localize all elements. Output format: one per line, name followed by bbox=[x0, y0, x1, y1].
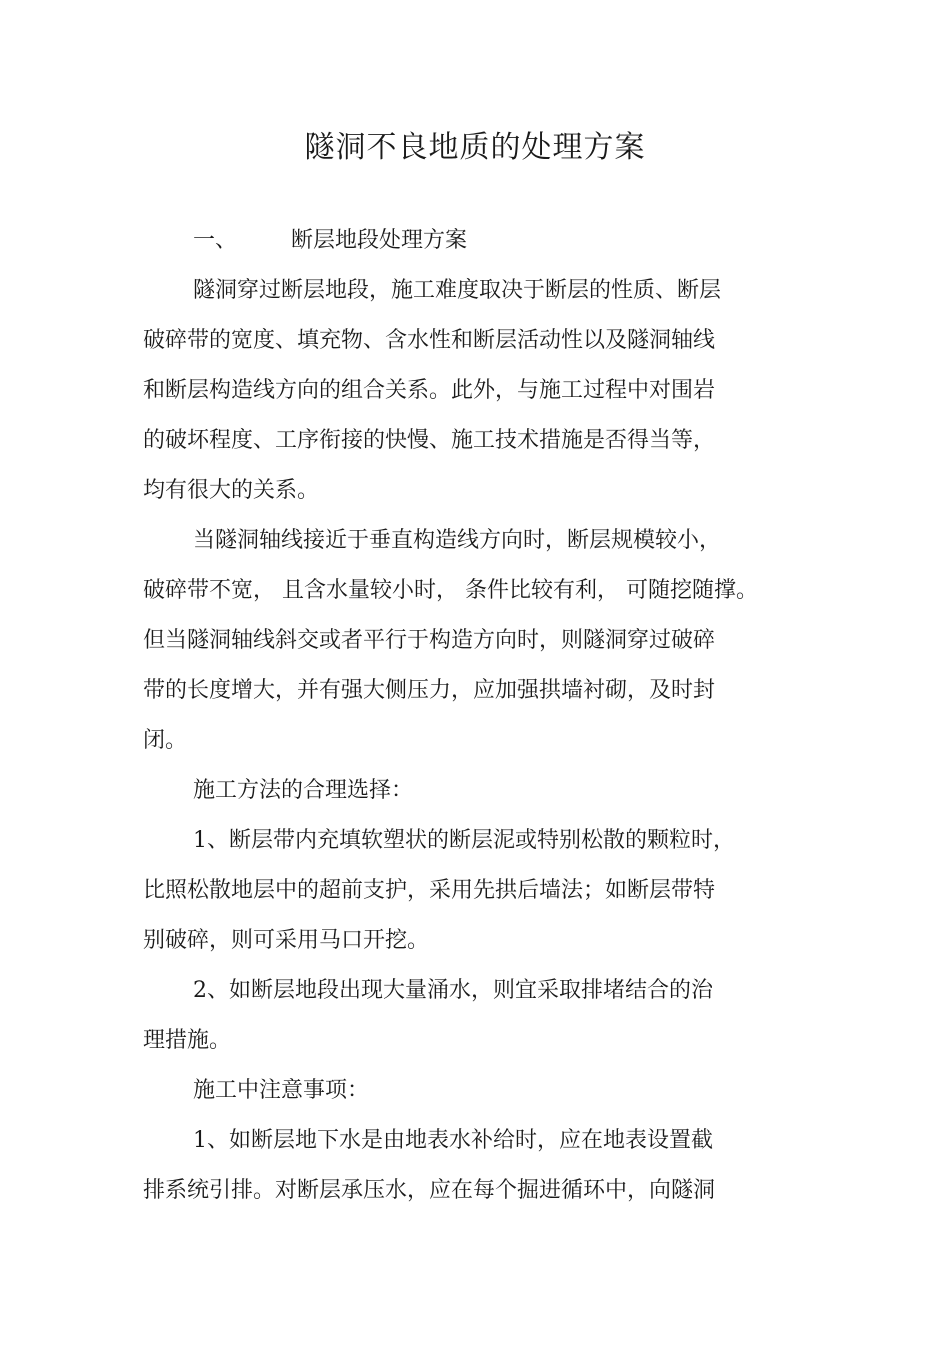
paragraph-line: 2、如断层地段出现大量涌水，则宜采取排堵结合的治 bbox=[193, 978, 713, 1003]
paragraph-line: 1、如断层地下水是由地表水补给时，应在地表设置截 bbox=[193, 1128, 713, 1153]
paragraph-line: 当隧洞轴线接近于垂直构造线方向时，断层规模较小， bbox=[193, 528, 722, 553]
document-title: 隧洞不良地质的处理方案 bbox=[304, 130, 646, 165]
paragraph-line: 理措施。 bbox=[143, 1028, 232, 1053]
section-number: 一、 bbox=[193, 228, 238, 253]
paragraph-line: 均有很大的关系。 bbox=[143, 478, 320, 503]
paragraph-line: 但当隧洞轴线斜交或者平行于构造方向时，则隧洞穿过破碎 bbox=[143, 628, 716, 653]
paragraph-line: 排系统引排。对断层承压水，应在每个掘进循环中，向隧洞 bbox=[143, 1178, 716, 1203]
paragraph-line: 破碎带不宽， 且含水量较小时， 条件比较有利， 可随挖随撑。 bbox=[143, 578, 758, 603]
section-title: 断层地段处理方案 bbox=[291, 228, 468, 253]
paragraph-line: 比照松散地层中的超前支护，采用先拱后墙法；如断层带特 bbox=[143, 878, 716, 903]
paragraph-line: 别破碎，则可采用马口开挖。 bbox=[143, 928, 430, 953]
paragraph-line: 隧洞穿过断层地段，施工难度取决于断层的性质、断层 bbox=[193, 278, 722, 303]
paragraph-line: 闭。 bbox=[143, 728, 188, 753]
section-heading bbox=[193, 226, 467, 256]
subheading: 施工方法的合理选择： bbox=[193, 778, 414, 803]
paragraph-line: 破碎带的宽度、填充物、含水性和断层活动性以及隧洞轴线 bbox=[143, 328, 716, 353]
paragraph-line: 和断层构造线方向的组合关系。此外，与施工过程中对围岩 bbox=[143, 378, 716, 403]
paragraph-line: 的破坏程度、工序衔接的快慢、施工技术措施是否得当等， bbox=[143, 428, 716, 453]
subheading: 施工中注意事项： bbox=[193, 1078, 370, 1103]
paragraph-line: 带的长度增大，并有强大侧压力，应加强拱墙衬砌，及时封 bbox=[143, 678, 716, 703]
paragraph-line: 1、断层带内充填软塑状的断层泥或特别松散的颗粒时， bbox=[193, 828, 735, 853]
